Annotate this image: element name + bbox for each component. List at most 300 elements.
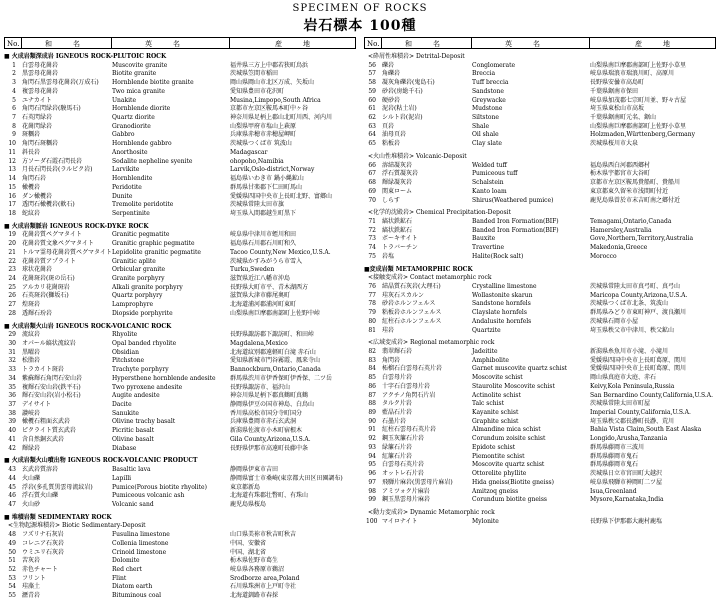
rock-row bbox=[4, 201, 356, 210]
rock-name-jp: 珪岩 bbox=[382, 326, 395, 334]
rock-name-jp: アルカリ花崗斑岩 bbox=[22, 283, 70, 291]
rock-locality: Mysore,Karnataka,India bbox=[590, 496, 664, 504]
rock-number: 42 bbox=[8, 444, 16, 452]
rock-name-en: Talc schist bbox=[472, 400, 505, 408]
rock-row bbox=[364, 179, 716, 188]
rock-name-en: Oil shale bbox=[472, 131, 499, 139]
rock-locality: 愛媛県四国中央市上長町葛原、関川 bbox=[590, 365, 687, 373]
rock-number: 64 bbox=[368, 131, 376, 139]
rock-name-en: Shale bbox=[472, 122, 490, 130]
rock-number: 95 bbox=[368, 461, 376, 469]
rock-number: 96 bbox=[368, 470, 376, 478]
rock-name-jp: 花崗岩質文象ペグマタイト bbox=[22, 240, 94, 248]
rock-locality: Madagascar bbox=[230, 148, 268, 156]
rock-name-en: Clayslate hornfels bbox=[472, 309, 527, 317]
rock-name-en: Lamprophyre bbox=[112, 301, 154, 309]
subsection-heading bbox=[364, 509, 716, 518]
rock-name-jp: ユナカイト bbox=[22, 96, 52, 104]
rock-name-jp: タルク片岩 bbox=[382, 400, 412, 408]
rock-name-jp: ダン橄欖岩 bbox=[22, 192, 53, 200]
rock-name-jp: 白雲母花崗岩 bbox=[22, 61, 59, 69]
rock-name-jp: 角閃岩 bbox=[382, 356, 401, 364]
rock-locality: 岐阜県加茂郡七宗町川並、野々古屋 bbox=[590, 96, 687, 104]
rock-name-jp: 透閃石橄欖岩(軟石) bbox=[22, 201, 75, 209]
rock-name-jp: 角礫岩 bbox=[382, 70, 401, 78]
rock-number: 39 bbox=[8, 418, 16, 426]
rock-row bbox=[364, 97, 716, 106]
rock-name-en: Collenia limestone bbox=[112, 539, 169, 547]
rock-name-en: Granodiorite bbox=[112, 122, 151, 130]
rock-name-jp: 苦灰岩 bbox=[22, 557, 41, 565]
rock-number: 47 bbox=[8, 500, 16, 508]
subsection-heading bbox=[364, 339, 716, 348]
rock-number: 61 bbox=[368, 105, 376, 113]
rock-name-en: Sandstone bbox=[472, 87, 504, 95]
rock-locality: 鹿児島県桜島 bbox=[230, 500, 267, 508]
rock-name-jp: 煌斑岩 bbox=[22, 301, 41, 309]
rock-locality: Gila County,Arizona,U.S.A. bbox=[230, 435, 311, 443]
rock-name-en: Conglomerate bbox=[472, 61, 516, 69]
rock-locality: 埼玉県秩父郡長瀞町長瀞、荒川 bbox=[590, 417, 675, 425]
rock-name-en: Greywacke bbox=[472, 96, 506, 104]
rock-locality: 福島県いわき市 鍋小縄鉱山 bbox=[230, 175, 304, 183]
rock-row bbox=[364, 123, 716, 132]
rock-row bbox=[4, 175, 356, 184]
rock-name-en: Ottorelite phyllite bbox=[472, 470, 527, 478]
rock-name-en: Hypersthene hornblende andesite bbox=[112, 374, 216, 382]
rock-locality: 神奈川県足柄下郡真鶴町真鶴 bbox=[230, 392, 309, 400]
rock-locality: 群馬県渋川市伊香保町伊香保、二ツ岳 bbox=[230, 374, 333, 382]
subsection-heading bbox=[364, 274, 716, 283]
title-english: SPECIMEN OF ROCKS bbox=[292, 3, 428, 14]
rock-name-en: Diatom earth bbox=[112, 583, 153, 591]
rock-number: 90 bbox=[368, 417, 376, 425]
rock-number: 19 bbox=[8, 231, 16, 239]
rock-row bbox=[4, 484, 356, 493]
rock-number: 13 bbox=[8, 166, 16, 174]
rock-locality: Gove,Northern,Territory,Australia bbox=[590, 235, 694, 243]
rock-number: 9 bbox=[12, 131, 16, 139]
rock-row bbox=[364, 383, 716, 392]
rock-number: 77 bbox=[368, 291, 376, 299]
rock-name-jp: 十字石白雲母片岩 bbox=[382, 382, 431, 390]
rock-row bbox=[4, 140, 356, 149]
rock-locality: 滋賀県近江八幡市沖島 bbox=[230, 274, 291, 282]
rock-name-en: Staurolite Moscovite schist bbox=[472, 382, 555, 390]
rock-name-en: Dunite bbox=[112, 192, 133, 200]
rock-number: 14 bbox=[8, 175, 16, 183]
rock-name-jp: 紫蘇輝石角閃石安山岩 bbox=[22, 374, 83, 382]
rock-locality: 茨城県桜川市大泉 bbox=[590, 140, 639, 148]
rock-locality: 石川県珠洲市上戸町寺社 bbox=[230, 583, 297, 591]
rock-row bbox=[364, 88, 716, 97]
rock-locality: 群馬県藤岡市三波川 bbox=[590, 443, 645, 451]
rock-name-jp: フズリナ石灰岩 bbox=[22, 531, 64, 539]
rock-row bbox=[4, 88, 356, 97]
rock-locality: 京都市左京区鞍馬貴船町、貴船川 bbox=[590, 179, 681, 187]
rock-name-en: Bituminous coal bbox=[112, 592, 162, 600]
rock-name-jp: マイロナイト bbox=[382, 517, 418, 525]
rock-number: 91 bbox=[368, 426, 376, 434]
rock-locality: 山梨県甲府市塩山上萩原 bbox=[230, 122, 297, 130]
rock-locality: 埼玉県入間郡越生町黒下 bbox=[230, 209, 297, 217]
rock-locality: 香川県高松市国分寺町国分 bbox=[230, 409, 303, 417]
rock-row bbox=[4, 575, 356, 584]
rock-name-jp: 石墨片岩 bbox=[382, 417, 407, 425]
heading-text: <動力変成岩> Dynamic Metamorphic rock bbox=[368, 508, 495, 516]
rock-name-jp: 赤色チャート bbox=[22, 565, 58, 573]
section-heading bbox=[4, 457, 356, 466]
rock-row bbox=[4, 340, 356, 349]
rock-name-en: Banded Iron Formation(BIF) bbox=[472, 226, 559, 234]
rock-row bbox=[4, 231, 356, 240]
rock-name-en: Basaltic lava bbox=[112, 466, 151, 474]
rock-name-en: Hida gneiss(Biotite gneiss) bbox=[472, 478, 554, 486]
rock-locality: 長野県大町市平、青木湖西方 bbox=[230, 283, 309, 291]
rock-locality: Imperial County,California,U.S.A. bbox=[590, 409, 691, 417]
rock-locality: 群馬県藤岡市鬼石 bbox=[590, 452, 639, 460]
rock-row bbox=[364, 327, 716, 336]
rock-locality: 神奈川県足柄上郡山北町川西、河内川 bbox=[230, 114, 333, 122]
rock-number: 55 bbox=[8, 592, 16, 600]
rock-name-en: Moscovite quartz schist bbox=[472, 461, 545, 469]
rock-locality: 愛知県豊田市花沢町 bbox=[230, 87, 285, 95]
rock-name-en: Gabbro bbox=[112, 131, 135, 139]
rock-number: 44 bbox=[8, 474, 16, 482]
rock-row bbox=[4, 249, 356, 258]
rock-row bbox=[4, 592, 356, 601]
rock-number: 41 bbox=[8, 435, 16, 443]
rock-number: 84 bbox=[368, 365, 376, 373]
heading-text: ■ 火成岩類火山岩 IGNEOUS ROCK-VOLCANIC ROCK bbox=[4, 322, 172, 330]
rock-number: 71 bbox=[368, 217, 376, 225]
rock-name-jp: 瀝青岩 bbox=[22, 592, 41, 600]
rock-locality: 北海道有珠郡壮瞥町、有珠山 bbox=[230, 492, 309, 500]
rock-locality: Keivy,Kola Peninsula,Russia bbox=[590, 382, 675, 390]
rock-number: 79 bbox=[368, 309, 376, 317]
rock-name-en: Picritic basalt bbox=[112, 427, 155, 435]
rock-name-en: Tuff breccia bbox=[472, 79, 509, 87]
rock-locality: Longido,Arusha,Tanzania bbox=[590, 435, 668, 443]
rock-row bbox=[364, 470, 716, 479]
rock-row bbox=[4, 392, 356, 401]
rock-locality: 群馬県甘楽郡下仁田町馬山 bbox=[230, 183, 303, 191]
rock-name-jp: 翡翠輝石岩 bbox=[382, 348, 413, 355]
rock-locality: 静岡県伊豆の国市神島、白鳥山 bbox=[230, 401, 315, 409]
rock-name-en: Schalstein bbox=[472, 179, 504, 187]
rock-number: 57 bbox=[368, 70, 376, 78]
rock-number: 48 bbox=[8, 531, 16, 539]
rock-number: 100 bbox=[366, 517, 378, 525]
rock-number: 93 bbox=[368, 443, 376, 451]
rock-number: 15 bbox=[8, 183, 16, 191]
rock-row bbox=[364, 140, 716, 149]
rock-row bbox=[364, 170, 716, 179]
rock-name-jp: 角閃石斑糲岩 bbox=[22, 140, 59, 148]
rock-name-jp: 縞状鉄鉱石 bbox=[382, 226, 413, 234]
rock-name-jp: 橄欖石粗面玄武岩 bbox=[22, 418, 71, 426]
rock-row bbox=[364, 131, 716, 140]
rock-locality: 中国、安徽省 bbox=[230, 539, 267, 547]
section-heading bbox=[4, 53, 356, 62]
rock-row bbox=[364, 435, 716, 444]
rock-row bbox=[4, 240, 356, 249]
rock-number: 2 bbox=[12, 70, 16, 78]
rock-locality: 福井県三方上中郡若狭町鳥浜 bbox=[230, 61, 309, 69]
rock-name-jp: 石英斑岩(獅坂石) bbox=[22, 292, 69, 300]
rock-name-en: Amphibolite bbox=[472, 356, 509, 364]
rock-name-en: Granitic graphic pegmatite bbox=[112, 240, 195, 248]
rock-name-jp: 斜長岩 bbox=[22, 148, 41, 156]
rock-name-en: Kanto loam bbox=[472, 187, 507, 195]
rock-locality: 北海道紋別郡遠軽町白滝 赤石山 bbox=[230, 348, 316, 356]
rock-locality: 茨城県常陸太田市町屋 bbox=[590, 400, 651, 408]
rock-row bbox=[364, 227, 716, 236]
rock-name-jp: トラカイト斑岩 bbox=[22, 366, 64, 374]
rock-number: 3 bbox=[12, 79, 16, 87]
rock-number: 59 bbox=[368, 87, 376, 95]
rock-row bbox=[364, 253, 716, 262]
rock-row bbox=[4, 258, 356, 267]
rock-name-jp: しらす bbox=[382, 196, 401, 204]
rock-locality: 山梨県南巨摩郡南部町上佐野中峠 bbox=[230, 309, 321, 317]
rock-locality: 岐阜県飛騨市神岡町二ツ屋 bbox=[590, 478, 663, 486]
header-en: 英 名 bbox=[145, 40, 180, 48]
header-jp: 和 名 bbox=[405, 40, 440, 48]
rock-row bbox=[4, 557, 356, 566]
rock-name-jp: ピクライト質玄武岩 bbox=[22, 427, 76, 435]
heading-text: <広域変成岩> Regional metamorphic rock bbox=[368, 339, 495, 347]
rock-locality: 静岡県富士市桑崎(東京都大田区田園調布) bbox=[230, 474, 343, 482]
rock-locality: Bahia Vista Claim,South East Alaska bbox=[590, 426, 702, 434]
rock-locality: 静岡県伊東市吉田 bbox=[230, 466, 279, 474]
rock-number: 92 bbox=[368, 435, 376, 443]
rock-name-jp: 関東ローム bbox=[382, 187, 413, 195]
rock-locality: 長野県安曇市高島町 bbox=[590, 79, 645, 87]
rock-row bbox=[364, 518, 716, 527]
subsection-heading bbox=[364, 153, 716, 162]
rock-row bbox=[4, 105, 356, 114]
rock-name-en: Banded Iron Formation(BIF) bbox=[472, 217, 559, 225]
rock-number: 94 bbox=[368, 452, 376, 460]
rock-name-en: Sodalite nepheline syenite bbox=[112, 157, 193, 165]
rock-name-en: Granite porphyry bbox=[112, 274, 165, 282]
rock-row bbox=[364, 283, 716, 292]
heading-text: ■ 堆積岩類 SEDIMENTARY ROCK bbox=[4, 513, 112, 521]
rock-row bbox=[4, 418, 356, 427]
rock-row bbox=[4, 466, 356, 475]
heading-text: ■ 火成岩類脈岩 IGNEOUS ROCK-DYKE ROCK bbox=[4, 222, 149, 230]
rock-number: 98 bbox=[368, 487, 376, 495]
rock-name-en: Pitchstone bbox=[112, 357, 145, 365]
rock-row bbox=[364, 488, 716, 497]
rock-number: 18 bbox=[8, 209, 16, 217]
rock-name-en: Diopside porphyrite bbox=[112, 309, 173, 317]
header-loc: 産 地 bbox=[635, 40, 670, 48]
rock-locality: 長野県伊那市高遠町長藤中条 bbox=[230, 444, 309, 452]
rock-number: 10 bbox=[8, 140, 16, 148]
rock-name-jp: 黒雲母花崗岩 bbox=[22, 70, 59, 78]
rock-row bbox=[4, 149, 356, 158]
rock-name-en: Sanukite bbox=[112, 409, 139, 417]
rock-row bbox=[4, 566, 356, 575]
rock-number: 32 bbox=[8, 357, 16, 365]
rock-row bbox=[4, 310, 356, 319]
rock-number: 85 bbox=[368, 374, 376, 382]
rock-row bbox=[4, 193, 356, 202]
header-left bbox=[4, 37, 356, 49]
rock-number: 33 bbox=[8, 366, 16, 374]
rock-locality: 鹿児島県曽於市末吉町南之郷付近 bbox=[590, 196, 681, 204]
rock-row bbox=[364, 235, 716, 244]
rock-name-jp: 砂岩ホルンフェルス bbox=[382, 300, 436, 308]
rock-locality: 岡山県岡山市北区万成、矢坂山 bbox=[230, 79, 315, 87]
rock-locality: 山梨県南巨摩郡南部町上佐野小草里 bbox=[590, 61, 687, 69]
rock-number: 70 bbox=[368, 196, 376, 204]
rock-locality: Isua,Greenland bbox=[590, 487, 637, 495]
rock-locality: 茨城県常陸太田市旗 bbox=[230, 201, 285, 209]
rock-number: 58 bbox=[368, 79, 376, 87]
rock-name-jp: 複輝石安山岩(鉄平石) bbox=[22, 383, 81, 391]
rock-row bbox=[4, 131, 356, 140]
rock-locality: 茨城県つくば市北条、筑波山 bbox=[590, 300, 669, 308]
rock-name-jp: 角閃石岩 bbox=[22, 175, 47, 183]
rock-name-en: Mudstone bbox=[472, 105, 503, 113]
rock-row bbox=[4, 114, 356, 123]
rock-name-jp: 輝緑岩 bbox=[22, 444, 41, 452]
rock-name-jp: 複雲母花崗岩 bbox=[22, 87, 59, 95]
rock-row bbox=[364, 392, 716, 401]
rock-locality: 兵庫県豊岡市赤石玄武洞 bbox=[230, 418, 297, 426]
header-loc: 産 地 bbox=[275, 40, 310, 48]
rock-name-en: Opal banded rhyolite bbox=[112, 340, 177, 347]
rock-name-en: Almandine mica schist bbox=[472, 426, 541, 434]
rock-locality: 愛知県新城市門谷霧霞、鳳来寺山 bbox=[230, 357, 321, 365]
rock-name-jp: 頁岩 bbox=[382, 122, 395, 130]
rock-locality: 愛媛県四国中央市上長町北野、富郷山 bbox=[230, 192, 333, 200]
rock-name-jp: アクチノ角閃石片岩 bbox=[382, 391, 436, 399]
rock-locality: 新潟県佐渡市小木町宿根木 bbox=[230, 427, 303, 435]
rock-number: 78 bbox=[368, 300, 376, 308]
rock-locality: 茨城県日立市宮田町大越沢 bbox=[590, 470, 663, 478]
rock-locality: Srodborze area,Poland bbox=[230, 574, 300, 582]
rock-name-en: Rhyolite bbox=[112, 331, 138, 339]
rock-row bbox=[4, 210, 356, 219]
rock-number: 27 bbox=[8, 301, 16, 309]
rock-name-jp: 月長石閃長岩(ラルビク岩) bbox=[22, 166, 93, 174]
rock-locality: 滋賀県大津市藤尾奥町 bbox=[230, 292, 291, 300]
rock-name-en: Alkali granite porphyry bbox=[112, 283, 183, 291]
rock-name-en: Dolomite bbox=[112, 557, 140, 565]
rock-row bbox=[4, 445, 356, 454]
rock-name-jp: 浮岩(多孔質黒雲母流紋岩) bbox=[22, 483, 93, 491]
rock-name-en: Epidote schist bbox=[472, 443, 516, 451]
rock-name-en: Sandstone hornfels bbox=[472, 300, 531, 308]
rock-number: 50 bbox=[8, 548, 16, 556]
rock-name-jp: 縞状鉄鉱石 bbox=[382, 217, 413, 225]
rock-locality: 長野県諏訪郡下諏訪町、和田峠 bbox=[230, 331, 315, 339]
rock-row bbox=[364, 444, 716, 453]
rock-name-jp: 紅柱石ホルンフェルス bbox=[382, 317, 442, 325]
rock-name-en: Graphite schist bbox=[472, 417, 519, 425]
rock-name-en: Trachyte porphyry bbox=[112, 366, 169, 374]
rock-number: 20 bbox=[8, 240, 16, 248]
rock-name-jp: コレニア石灰岩 bbox=[22, 539, 65, 547]
rock-row bbox=[364, 461, 716, 470]
rock-locality: 東京都東久留米市浅間町付近 bbox=[590, 187, 669, 195]
rock-number: 69 bbox=[368, 187, 376, 195]
rock-name-en: Olivine basalt bbox=[112, 435, 154, 443]
rock-number: 87 bbox=[368, 391, 376, 399]
rock-name-jp: 粘板岩ホルンフェルス bbox=[382, 309, 442, 317]
rock-name-en: Larvikite bbox=[112, 166, 140, 174]
rock-row bbox=[364, 426, 716, 435]
rock-number: 45 bbox=[8, 483, 16, 491]
rock-locality: 長野県下伊那郡大鹿村鹿塩 bbox=[590, 517, 663, 525]
rock-row bbox=[364, 188, 716, 197]
rock-name-jp: 硬砂岩 bbox=[382, 96, 401, 104]
rock-name-jp: 粘板岩 bbox=[382, 140, 401, 148]
rock-row bbox=[4, 331, 356, 340]
rock-locality: 北海道浦河郡浦河町東町 bbox=[230, 301, 297, 309]
rock-locality: 埼玉県秩父市中津川、秩父鉱山 bbox=[590, 326, 675, 334]
rock-name-jp: 黒曜岩 bbox=[22, 348, 41, 356]
rock-name-en: Pumice(Porous biotite rhyolite) bbox=[112, 483, 207, 491]
rock-row bbox=[4, 70, 356, 79]
rock-name-en: Red chert bbox=[112, 565, 142, 573]
rock-name-en: Augite andesite bbox=[112, 392, 160, 400]
rock-number: 12 bbox=[8, 157, 16, 165]
rock-name-jp: 石英閃緑岩 bbox=[22, 114, 53, 122]
rock-number: 67 bbox=[368, 170, 376, 178]
rock-locality: 福島県石川郡石川町和久 bbox=[230, 240, 297, 248]
rock-name-jp: アミツォク片麻岩 bbox=[382, 487, 430, 495]
rock-number: 8 bbox=[12, 122, 16, 130]
rock-row bbox=[364, 400, 716, 409]
rock-number: 40 bbox=[8, 427, 16, 435]
rock-name-jp: 泥岩(粘土岩) bbox=[382, 105, 417, 113]
heading-text: <火山性堆積岩> Volcanic-Deposit bbox=[368, 152, 467, 160]
rock-name-jp: 蛇紋岩 bbox=[22, 209, 41, 217]
rock-locality: 岐阜県中津川市蛭川和田 bbox=[230, 231, 297, 239]
rock-locality: Morocco bbox=[590, 252, 617, 260]
heading-text: ■ 火成岩類火山噴出物 IGNEOUS ROCK-VOLCANIC PRODUCT bbox=[4, 457, 198, 465]
rock-name-en: Bauxite bbox=[472, 235, 496, 243]
rock-name-jp: 礫岩 bbox=[382, 61, 395, 69]
rock-name-en: Breccia bbox=[472, 70, 496, 78]
rock-row bbox=[4, 166, 356, 175]
rock-number: 73 bbox=[368, 235, 376, 243]
rock-number: 60 bbox=[368, 96, 376, 104]
rock-row bbox=[364, 348, 716, 357]
rock-name-jp: 流紋岩 bbox=[22, 331, 41, 339]
rock-number: 30 bbox=[8, 340, 16, 347]
rock-name-jp: 花崗斑岩(斑の岳石) bbox=[22, 274, 75, 282]
rock-name-jp: 珪灰石スカルン bbox=[382, 291, 424, 299]
rock-name-en: Quartz porphyry bbox=[112, 292, 163, 300]
rock-name-en: Lepidolite granitic pegmatite bbox=[112, 248, 201, 256]
rock-locality: 新潟県糸魚川市小滝、小滝川 bbox=[590, 348, 669, 355]
header-no: No. bbox=[367, 40, 380, 48]
rock-locality: 茨城県つくば市 筑波山 bbox=[230, 140, 292, 148]
header-no: No. bbox=[7, 40, 20, 48]
rock-number: 72 bbox=[368, 226, 376, 234]
rock-name-en: Corundum zoisite schist bbox=[472, 435, 546, 443]
rock-number: 24 bbox=[8, 274, 16, 282]
section-heading bbox=[4, 323, 356, 332]
rock-locality: Makedonia,Greece bbox=[590, 244, 648, 252]
rock-number: 99 bbox=[368, 496, 376, 504]
